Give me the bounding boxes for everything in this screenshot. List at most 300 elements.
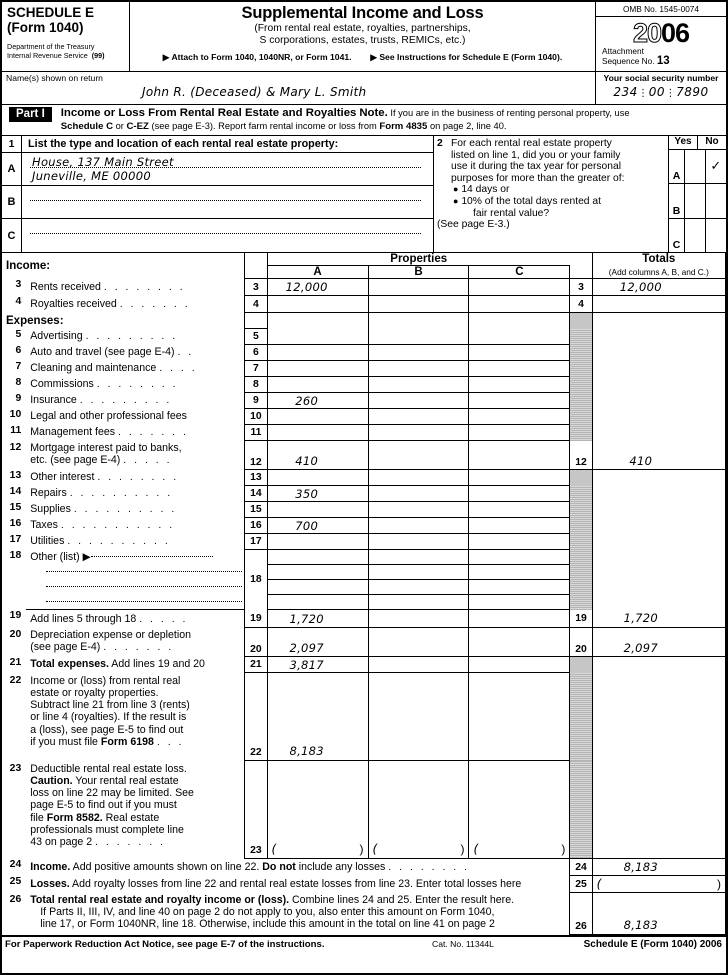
line-10-cents-a[interactable]: [346, 409, 368, 425]
form-title: Supplemental Income and Loss: [241, 4, 484, 22]
line-25-text-1: Add royalty losses from line 22 and rental real estate losses from line 23. Enter total losses here: [69, 877, 522, 890]
line-3-total[interactable]: 12,000: [592, 279, 689, 296]
line-5-amount-c[interactable]: [469, 329, 548, 345]
line-8-label: [26, 377, 245, 393]
line-18-cents-c-3[interactable]: [548, 580, 570, 595]
no-column: [706, 150, 726, 252]
ssn-field-container[interactable]: [596, 72, 726, 104]
line-21-cents-c[interactable]: [548, 657, 570, 673]
line-11-cents-b[interactable]: [447, 425, 469, 441]
line-23-num-cell: 23: [245, 761, 267, 859]
property-letter-a: A: [2, 153, 22, 185]
line-23-text-6: professionals must complete line: [30, 823, 184, 836]
yes-checkbox-c[interactable]: [685, 219, 705, 252]
line-18-total-cents: [689, 550, 725, 610]
line-14-cents-b[interactable]: [447, 486, 469, 502]
line-22-amount-c[interactable]: [469, 673, 548, 761]
line-26-text-3: line 17, or Form 1040NR, line 18. Otherwise, include this amount in the total on line 41 on page 2: [40, 918, 495, 931]
line-13-label: [26, 470, 245, 486]
line-19-total-cents[interactable]: [689, 610, 725, 628]
leader-dots: . . . . . . . . . .: [67, 535, 171, 548]
line-17-amount-a[interactable]: [267, 534, 346, 550]
line-15-cents-a[interactable]: [346, 502, 368, 518]
line-5-cents-a[interactable]: [346, 329, 368, 345]
line-9-amount-c[interactable]: [469, 393, 548, 409]
line-22-cents-c[interactable]: [548, 673, 570, 761]
spacer-cell-2: [570, 253, 592, 266]
line-1-prompt: List the type and location of each rental real estate property:: [28, 138, 339, 150]
line-10-cents-b[interactable]: [447, 409, 469, 425]
line-18-amount-c-4[interactable]: [469, 595, 548, 610]
line-23-text-7a: 43 on page 2: [30, 836, 93, 849]
line-14-amount-c[interactable]: [469, 486, 548, 502]
line-23-amount-b[interactable]: [368, 761, 447, 859]
line-15-cents-b[interactable]: [447, 502, 469, 518]
line-18-cents-b-2[interactable]: [447, 565, 469, 580]
line-3-amount-c[interactable]: [469, 279, 548, 296]
line-6-amount-c[interactable]: [469, 345, 548, 361]
line-3-number: 3: [15, 278, 22, 290]
line-16-cents-b[interactable]: [447, 518, 469, 534]
line-20-cents-b[interactable]: [447, 628, 469, 657]
line-4-amount-c[interactable]: [469, 296, 548, 313]
table-row-line-15: [2, 502, 726, 518]
line-19-label: [26, 610, 245, 628]
line-12-total[interactable]: 410: [592, 441, 689, 470]
line-3-amount-b[interactable]: [368, 279, 447, 296]
line-10-cents-c[interactable]: [548, 409, 570, 425]
line-11-cents-c[interactable]: [548, 425, 570, 441]
line-14-amount-a[interactable]: 350: [267, 486, 346, 502]
line-21-amount-c[interactable]: [469, 657, 548, 673]
exp-spacer-c: [469, 313, 548, 329]
line-24-label: [26, 859, 570, 876]
line-8-number: 8: [15, 376, 22, 388]
line-18-cents-b-3[interactable]: [447, 580, 469, 595]
line-19-cents-c[interactable]: [548, 610, 570, 628]
line-23-text-4: page E-5 to find out if you must: [30, 799, 177, 812]
line-26-total[interactable]: 8,183: [592, 893, 689, 935]
line-6-num-cell: 6: [245, 345, 267, 361]
line-13-amount-a[interactable]: [267, 470, 346, 486]
line-11-total-cents: [689, 425, 725, 441]
year-prefix: 20: [632, 18, 661, 48]
line-24-total-cents[interactable]: [689, 859, 725, 876]
leader-dots: . . .: [156, 735, 184, 748]
line-14-label: [26, 486, 245, 502]
ssn-divider-2: ⋮: [665, 88, 676, 99]
line-22-text-2: estate or royalty properties.: [30, 686, 159, 699]
line-1-and-2-block: [2, 135, 726, 252]
line-4-total[interactable]: [592, 296, 689, 313]
line-4-cents-a[interactable]: [346, 296, 368, 313]
note-or: or: [115, 121, 124, 131]
property-a-input[interactable]: [22, 153, 433, 185]
line-8-label-text: Commissions: [30, 378, 94, 391]
line-7-amount-a[interactable]: [267, 361, 346, 377]
line-23-cents-a[interactable]: [346, 761, 368, 859]
line-8-amount-a[interactable]: [267, 377, 346, 393]
line-25-total[interactable]: [592, 876, 689, 893]
line-5-amount-a[interactable]: [267, 329, 346, 345]
yes-checkbox-a[interactable]: [685, 150, 705, 184]
line-4-total-cents[interactable]: [689, 296, 725, 313]
line-18-cents-b-1[interactable]: [447, 550, 469, 565]
line-12-label: [26, 441, 245, 470]
line-7-label-text: Cleaning and maintenance: [30, 362, 157, 375]
line-7-cents-b[interactable]: [447, 361, 469, 377]
line-20-amount-b[interactable]: [368, 628, 447, 657]
line-15-amount-a[interactable]: [267, 502, 346, 518]
line-9-cents-b[interactable]: [447, 393, 469, 409]
line-6-cents-b[interactable]: [447, 345, 469, 361]
line-13-cents-a[interactable]: [346, 470, 368, 486]
line-13-cents-b[interactable]: [447, 470, 469, 486]
line-26-number: 26: [9, 893, 22, 905]
exp-spacer-b: [368, 313, 447, 329]
line-19-cents-b[interactable]: [447, 610, 469, 628]
line-20-total[interactable]: 2,097: [592, 628, 689, 657]
line-3-cents-b[interactable]: [447, 279, 469, 296]
line-5-cents-c[interactable]: [548, 329, 570, 345]
line-15-amount-c[interactable]: [469, 502, 548, 518]
line-18-amount-b-2[interactable]: [368, 565, 447, 580]
line-22-amount-a[interactable]: 8,183: [267, 673, 346, 761]
line-6-cents-c[interactable]: [548, 345, 570, 361]
table-row-line-6: [2, 345, 726, 361]
line-20-amount-c[interactable]: [469, 628, 548, 657]
tax-year: [596, 17, 726, 47]
line-15-amount-b[interactable]: [368, 502, 447, 518]
line-21-amount-a[interactable]: 3,817: [267, 657, 346, 673]
table-row-line-4: [2, 296, 726, 313]
line-3-amount-a[interactable]: 12,000: [267, 279, 346, 296]
line-3-label-text: Rents received: [30, 280, 101, 293]
spacer-cell: [245, 253, 267, 266]
line-12-total-cents[interactable]: [689, 441, 725, 470]
property-row-a[interactable]: [2, 153, 433, 186]
line-16-cents-a[interactable]: [346, 518, 368, 534]
leader-dots: . . . . .: [139, 612, 188, 625]
line-7-cents-a[interactable]: [346, 361, 368, 377]
line-19-amount-b[interactable]: [368, 610, 447, 628]
line-5-label-text: Advertising: [30, 330, 83, 343]
line-10-amount-b[interactable]: [368, 409, 447, 425]
line-2-text-4: purposes for more than the greater of:: [451, 172, 625, 184]
line-6-amount-a[interactable]: [267, 345, 346, 361]
line-17-amount-c[interactable]: [469, 534, 548, 550]
line-18-amount-a-3[interactable]: [267, 580, 346, 595]
line-26-total-cents[interactable]: [689, 893, 725, 935]
line-18-amount-a-1[interactable]: [267, 550, 346, 565]
line-18-label[interactable]: [26, 550, 245, 565]
no-checkbox-c[interactable]: [706, 219, 726, 252]
line-13-amount-c[interactable]: [469, 470, 548, 486]
line-12-amount-c[interactable]: [469, 441, 548, 470]
leader-dots: . . . . . . . .: [97, 471, 179, 484]
line-3-cents-a[interactable]: [346, 279, 368, 296]
line-6-amount-b[interactable]: [368, 345, 447, 361]
line-18-spacer-2: [2, 580, 26, 595]
line-6-cents-a[interactable]: [346, 345, 368, 361]
line-8-amount-c[interactable]: [469, 377, 548, 393]
line-2-text-3: use it during the tax year for personal: [451, 161, 621, 173]
header-title-block: [130, 2, 596, 71]
line-9-label: [26, 393, 245, 409]
line-2-text-2: listed on line 1, did you or your family: [451, 149, 621, 161]
line-8-num-cell: 8: [245, 377, 267, 393]
line-16-number: 16: [9, 517, 22, 529]
open-paren-c: (: [473, 842, 479, 856]
line-20-cents-c[interactable]: [548, 628, 570, 657]
line-23-cents-b[interactable]: [447, 761, 469, 859]
line-16-cents-c[interactable]: [548, 518, 570, 534]
table-row-line-12: [2, 441, 726, 470]
line-4-amount-b[interactable]: [368, 296, 447, 313]
line-3-label: [26, 279, 245, 296]
table-row-line-13: [2, 470, 726, 486]
line-21-cents-b[interactable]: [447, 657, 469, 673]
line-26-total-num: 26: [570, 893, 592, 935]
line-19-num-cell: 19: [245, 610, 267, 628]
form-footer: [2, 935, 726, 951]
line-17-amount-b[interactable]: [368, 534, 447, 550]
dotted-rule: [46, 601, 242, 602]
line-13-amount-b[interactable]: [368, 470, 447, 486]
totals-header: Totals: [592, 253, 725, 266]
line-20-total-cents[interactable]: [689, 628, 725, 657]
line-15-number: 15: [9, 501, 22, 513]
line-18-amount-b-3[interactable]: [368, 580, 447, 595]
no-checkbox-b[interactable]: [706, 184, 726, 218]
line-18-cents-b-4[interactable]: [447, 595, 469, 610]
line-8-amount-b[interactable]: [368, 377, 447, 393]
line-16-amount-b[interactable]: [368, 518, 447, 534]
line-12-amount-b[interactable]: [368, 441, 447, 470]
line-9-label-text: Insurance: [30, 394, 77, 407]
line-19-cents-a[interactable]: [346, 610, 368, 628]
line-18-cents-c-2[interactable]: [548, 565, 570, 580]
line-25-total-cents[interactable]: [689, 876, 725, 893]
line-9-num-cell: 9: [245, 393, 267, 409]
line-17-label: [26, 534, 245, 550]
line-21-shade: [570, 657, 592, 673]
line-18-amount-c-1[interactable]: [469, 550, 548, 565]
line-18-spacer-1: [2, 565, 26, 580]
line-18-amount-b-1[interactable]: [368, 550, 447, 565]
close-paren-25: ): [717, 877, 721, 891]
line-26-label: [26, 893, 570, 935]
line-18-amount-a-2[interactable]: [267, 565, 346, 580]
line-26-text-1: [30, 894, 569, 906]
line-5-total-blank: [592, 329, 689, 345]
close-paren-c: ): [561, 842, 566, 856]
yes-no-header: [669, 136, 726, 150]
bullet-icon-2: ●: [453, 195, 459, 206]
name-field-container[interactable]: [2, 72, 596, 104]
line-7-amount-b[interactable]: [368, 361, 447, 377]
line-11-amount-c[interactable]: [469, 425, 548, 441]
line-22-amount-b[interactable]: [368, 673, 447, 761]
line-21-cents-a[interactable]: [346, 657, 368, 673]
leader-dots: . . . . . . . . . .: [73, 503, 177, 516]
line-3-num-cell: 3: [245, 279, 267, 296]
line-23-text-5: [30, 812, 240, 824]
line-22-text-4: or line 4 (royalties). If the result is: [30, 711, 187, 724]
line-20-amount-a[interactable]: 2,097: [267, 628, 346, 657]
line-24-total-num: 24: [570, 859, 592, 876]
line-16-amount-a[interactable]: 700: [267, 518, 346, 534]
line-17-cents-a[interactable]: [346, 534, 368, 550]
line-10-amount-a[interactable]: [267, 409, 346, 425]
line-5-number: 5: [15, 328, 22, 340]
property-row-c[interactable]: [2, 219, 433, 252]
line-9-amount-b[interactable]: [368, 393, 447, 409]
line-5-cents-b[interactable]: [447, 329, 469, 345]
line-19-amount-a[interactable]: 1,720: [267, 610, 346, 628]
table-row-line-3: [2, 279, 726, 296]
line-23-text-1: Deductible rental real estate loss.: [30, 762, 187, 775]
line-10-total-cents: [689, 409, 725, 425]
line-9-cents-a[interactable]: [346, 393, 368, 409]
line-9-cents-c[interactable]: [548, 393, 570, 409]
line-18-cents-a-1[interactable]: [346, 550, 368, 565]
line-24-bold-2: Do not: [262, 861, 296, 874]
line-19-amount-c[interactable]: [469, 610, 548, 628]
line-19-total[interactable]: 1,720: [592, 610, 689, 628]
line-14-amount-b[interactable]: [368, 486, 447, 502]
attachment-label-1: Attachment: [602, 46, 644, 56]
open-paren: (: [271, 842, 277, 856]
line-13-total-blank: [592, 470, 689, 486]
line-11-amount-b[interactable]: [368, 425, 447, 441]
open-paren-25: (: [596, 877, 602, 891]
line-18-amount-c-2[interactable]: [469, 565, 548, 580]
line-19-total-num: 19: [570, 610, 592, 628]
leader-dots: . . . . . . . . . .: [69, 487, 173, 500]
no-checkbox-a[interactable]: ✓: [706, 150, 726, 184]
yes-checkbox-b[interactable]: [685, 184, 705, 218]
line-24-total[interactable]: 8,183: [592, 859, 689, 876]
line-12-cents-c[interactable]: [548, 441, 570, 470]
line-18-sub-3[interactable]: [26, 580, 245, 595]
line-23-text-2: [30, 775, 240, 787]
line-12-cents-b[interactable]: [447, 441, 469, 470]
line-22-cents-b[interactable]: [447, 673, 469, 761]
line-18-cents-c-4[interactable]: [548, 595, 570, 610]
line-21-num-cell: 21: [245, 657, 267, 673]
line-21-label-bold: Total expenses.: [30, 658, 109, 671]
exp-spacer-cc: [548, 313, 570, 329]
dotted-rule: [91, 556, 213, 557]
paperwork-notice-text: For Paperwork Reduction Act Notice, see page: [5, 938, 218, 950]
line-10-amount-c[interactable]: [469, 409, 548, 425]
line-7-cents-c[interactable]: [548, 361, 570, 377]
line-17-cents-c[interactable]: [548, 534, 570, 550]
line-3-cents-c[interactable]: [548, 279, 570, 296]
line-24-bold-1: Income.: [30, 861, 71, 874]
leader-dots: . . . .: [159, 362, 198, 375]
line-23-amount-c[interactable]: [469, 761, 548, 859]
line-15-label: [26, 502, 245, 518]
line-7-amount-c[interactable]: [469, 361, 548, 377]
property-b-input[interactable]: [22, 186, 433, 218]
line-13-cents-c[interactable]: [548, 470, 570, 486]
line-18-cents-c-1[interactable]: [548, 550, 570, 565]
line-16-amount-c[interactable]: [469, 518, 548, 534]
line-17-cents-b[interactable]: [447, 534, 469, 550]
line-5-amount-b[interactable]: [368, 329, 447, 345]
line-11-cents-a[interactable]: [346, 425, 368, 441]
line-12-cents-a[interactable]: [346, 441, 368, 470]
instructions-note: See Instructions for Schedule E (Form 1040).: [379, 52, 563, 62]
line-4-cents-c[interactable]: [548, 296, 570, 313]
line-4-number: 4: [15, 295, 22, 307]
line-15-total-cents: [689, 502, 725, 518]
line-16-label-text: Taxes: [30, 519, 58, 532]
line-20-num-cell: 20: [245, 628, 267, 657]
line-3-total-cents[interactable]: [689, 279, 725, 296]
line-23-file-word: file: [30, 811, 44, 824]
line-18-amount-c-3[interactable]: [469, 580, 548, 595]
line-8-cents-b[interactable]: [447, 377, 469, 393]
spacer-cell-4: [570, 266, 592, 279]
line-22-text-1: Income or (loss) from rental real: [30, 674, 181, 687]
yes-header: Yes: [669, 136, 698, 149]
line-11-amount-a[interactable]: [267, 425, 346, 441]
line-24-text-2: include any losses: [295, 861, 389, 874]
ssn-divider-1: ⋮: [638, 88, 649, 99]
line-11-total-blank: [592, 425, 689, 441]
line-22-text-5: a (loss), see page E-5 to find out: [30, 723, 184, 736]
line-14-cents-c[interactable]: [548, 486, 570, 502]
line-6-shade: [570, 345, 592, 361]
line-25-label: [26, 876, 570, 893]
line-18-spacer-3: [2, 595, 26, 610]
line-23-cents-c[interactable]: [548, 761, 570, 859]
line-22-form-6198: Form 6198: [100, 735, 154, 748]
line-18-sub-2[interactable]: [26, 565, 245, 580]
line-18-sub-4[interactable]: [26, 595, 245, 610]
property-row-b[interactable]: [2, 186, 433, 219]
line-10-label-text: Legal and other professional fees: [30, 410, 187, 423]
line-20-label: [26, 628, 245, 657]
paperwork-notice-tail: of the instructions.: [238, 938, 325, 950]
line-21-amount-b[interactable]: [368, 657, 447, 673]
leader-dots: . . . . . . .: [95, 836, 166, 849]
line-18-amount-a-4[interactable]: [267, 595, 346, 610]
line-18-cents-a-3[interactable]: [346, 580, 368, 595]
line-18-cents-a-2[interactable]: [346, 565, 368, 580]
line-23-amount-a[interactable]: [267, 761, 346, 859]
line-8-cents-a[interactable]: [346, 377, 368, 393]
line-4-cents-b[interactable]: [447, 296, 469, 313]
line-8-cents-c[interactable]: [548, 377, 570, 393]
line-12-amount-a[interactable]: 410: [267, 441, 346, 470]
line-22-total-blank: [592, 673, 689, 761]
line-9-amount-a[interactable]: 260: [267, 393, 346, 409]
line-20-cents-a[interactable]: [346, 628, 368, 657]
line-18-amount-b-4[interactable]: [368, 595, 447, 610]
line-4-num-cell: 4: [245, 296, 267, 313]
line-22-cents-a[interactable]: [346, 673, 368, 761]
line-4-amount-a[interactable]: [267, 296, 346, 313]
attach-note: Attach to Form 1040, 1040NR, or Form 1041.: [171, 52, 352, 62]
property-c-input[interactable]: [22, 219, 433, 252]
line-15-cents-c[interactable]: [548, 502, 570, 518]
line-18-cents-a-4[interactable]: [346, 595, 368, 610]
line-14-cents-a[interactable]: [346, 486, 368, 502]
